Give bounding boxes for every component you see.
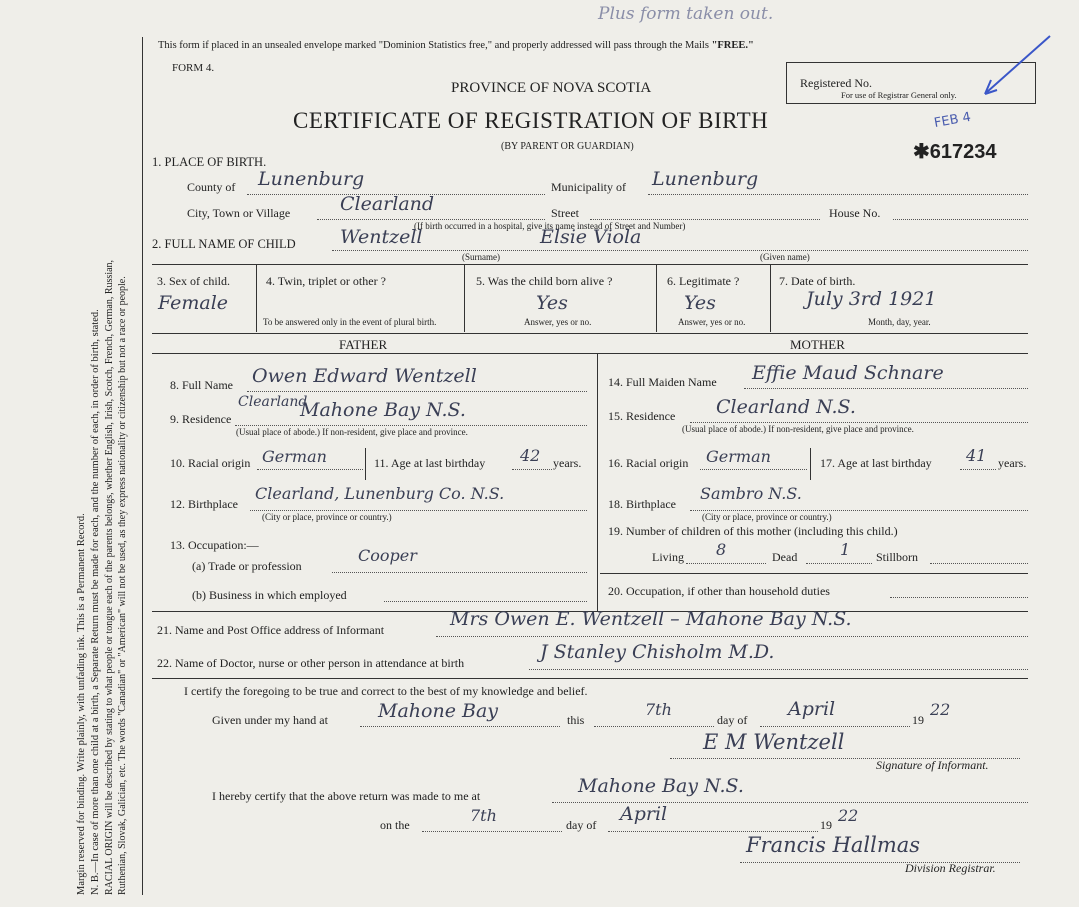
father-age-label: 11. Age at last birthday [374, 456, 486, 470]
father-residence-value: Mahone Bay N.S. [300, 399, 466, 421]
registrar-day-value: 7th [470, 806, 497, 825]
place-of-birth-heading: 1. PLACE OF BIRTH. [152, 155, 267, 169]
mother-age-unit: years. [998, 456, 1027, 470]
twin-note: To be answered only in the event of plural birth. [263, 317, 437, 327]
mother-residence-label: 15. Residence [608, 409, 676, 423]
this-label: this [567, 713, 585, 727]
mother-residence-note: (Usual place of abode.) If non-resident, give place and province. [682, 424, 914, 434]
doctor-value: J Stanley Chisholm M.D. [540, 641, 775, 663]
trade-label: (a) Trade or profession [192, 559, 302, 573]
children-label: 19. Number of children of this mother (including this child.) [608, 524, 898, 538]
certificate-subtitle: (BY PARENT OR GUARDIAN) [501, 141, 634, 152]
street-note: (If birth occurred in a hospital, give its name instead of Street and Number) [414, 221, 686, 231]
certify-text: I certify the foregoing to be true and correct to the best of my knowledge and belief. [184, 684, 588, 698]
twin-label: 4. Twin, triplet or other ? [266, 274, 386, 288]
dob-note: Month, day, year. [868, 317, 931, 327]
municipality-value: Lunenburg [652, 168, 759, 190]
alive-label: 5. Was the child born alive ? [476, 274, 613, 288]
given-under-label: Given under my hand at [212, 713, 328, 727]
child-name-label: 2. FULL NAME OF CHILD [152, 237, 296, 251]
dob-value: July 3rd 1921 [806, 288, 937, 310]
registrar-year-value: 22 [838, 806, 859, 825]
alive-value: Yes [536, 292, 568, 314]
sex-label: 3. Sex of child. [157, 274, 230, 288]
informant-signature-label: Signature of Informant. [876, 758, 989, 772]
registrar-year-prefix: 19 [820, 818, 832, 832]
mother-age-value: 41 [966, 446, 987, 465]
sex-value: Female [158, 292, 229, 314]
registered-number-label: Registered No. [800, 76, 872, 90]
dead-value: 1 [840, 540, 851, 559]
city-label: City, Town or Village [187, 206, 291, 220]
legitimate-label: 6. Legitimate ? [667, 274, 740, 288]
father-age-value: 42 [520, 446, 541, 465]
father-heading: FATHER [339, 337, 388, 352]
mother-racial-label: 16. Racial origin [608, 456, 689, 470]
surname-label: (Surname) [462, 252, 500, 262]
living-label: Living [652, 550, 684, 564]
certify-day-value: 7th [645, 700, 672, 719]
form-number: FORM 4. [172, 62, 215, 74]
margin-note-2: N. B.—In case of more than one child at a birth, a Separate Return must be made for each, and the number of each, in order of birth, stated. [90, 309, 101, 895]
county-value: Lunenburg [258, 168, 365, 190]
father-birthplace-value: Clearland, Lunenburg Co. N.S. [255, 484, 505, 503]
child-surname-value: Wentzell [340, 226, 423, 248]
county-label: County of [187, 180, 236, 194]
top-handwritten-note: Plus form taken out. [598, 4, 774, 24]
pen-mark-icon [975, 34, 1055, 104]
certify-year-prefix: 19 [912, 713, 924, 727]
alive-note: Answer, yes or no. [524, 317, 592, 327]
mother-birthplace-value: Sambro N.S. [700, 484, 802, 503]
living-value: 8 [716, 540, 727, 559]
mother-occupation-label: 20. Occupation, if other than household duties [608, 584, 830, 598]
serial-number: ✱617234 [913, 141, 997, 163]
father-residence-note: (Usual place of abode.) If non-resident, give place and province. [236, 427, 468, 437]
father-birthplace-note: (City or place, province or country.) [262, 512, 392, 522]
certify-day-label: day of [717, 713, 748, 727]
mother-birthplace-note: (City or place, province or country.) [702, 512, 832, 522]
informant-signature: E M Wentzell [703, 730, 845, 754]
mother-name-label: 14. Full Maiden Name [608, 375, 717, 389]
informant-label: 21. Name and Post Office address of Informant [157, 623, 385, 637]
registrar-on-label: on the [380, 818, 410, 832]
registrar-signature-label: Division Registrar. [905, 861, 996, 875]
margin-note-1: Margin reserved for binding. Write plainly, with unfading ink. This is a Permanent Record. [76, 513, 87, 895]
given-name-label: (Given name) [760, 252, 810, 262]
mother-name-value: Effie Maud Schnare [752, 362, 944, 384]
father-residence-label: 9. Residence [170, 412, 232, 426]
registered-number-note: For use of Registrar General only. [841, 90, 957, 100]
father-racial-label: 10. Racial origin [170, 456, 251, 470]
house-label: House No. [829, 206, 881, 220]
province-heading: PROVINCE OF NOVA SCOTIA [451, 80, 652, 96]
margin-note-4: Ruthenian, Slovak, Galician, etc. The words "Canadian" or "American" will not be used, as they express nationality or citizenship but not a race or people. [117, 276, 128, 895]
father-occupation-label: 13. Occupation:— [170, 538, 259, 552]
margin-note-3: RACIAL ORIGIN will be described by stating to what people or tongue each of the parents belongs, whether English, Irish, Scotch, French, German, Russian, [104, 259, 115, 895]
registrar-month-value: April [620, 803, 668, 825]
mother-racial-value: German [706, 447, 771, 466]
trade-value: Cooper [358, 546, 417, 565]
mail-notice: This form if placed in an unsealed envelope marked "Dominion Statistics free," and properly addressed will pass through the Mails "FREE." [158, 40, 754, 51]
legitimate-value: Yes [684, 292, 716, 314]
child-given-value: Elsie Viola [540, 226, 642, 248]
business-label: (b) Business in which employed [192, 588, 347, 602]
mother-birthplace-label: 18. Birthplace [608, 497, 676, 511]
dob-label: 7. Date of birth. [779, 274, 856, 288]
city-value: Clearland [340, 193, 435, 215]
municipality-label: Municipality of [551, 180, 626, 194]
mother-heading: MOTHER [790, 337, 845, 352]
certify-month-value: April [788, 698, 836, 720]
father-age-unit: years. [553, 456, 582, 470]
certify-year-value: 22 [930, 700, 951, 719]
frame-left [142, 37, 143, 895]
father-name-value: Owen Edward Wentzell [252, 365, 477, 387]
mother-age-label: 17. Age at last birthday [820, 456, 932, 470]
registrar-place-value: Mahone Bay N.S. [578, 775, 744, 797]
registrar-signature: Francis Hallmas [746, 833, 921, 857]
street-label: Street [551, 206, 579, 220]
mother-residence-value: Clearland N.S. [716, 396, 856, 418]
stamp: FEB 4 [932, 109, 973, 132]
registrar-day-label: day of [566, 818, 597, 832]
father-name-label: 8. Full Name [170, 378, 233, 392]
legitimate-note: Answer, yes or no. [678, 317, 746, 327]
stillborn-label: Stillborn [876, 550, 919, 564]
dead-label: Dead [772, 550, 798, 564]
father-racial-value: German [262, 447, 327, 466]
certificate-title: CERTIFICATE OF REGISTRATION OF BIRTH [293, 108, 769, 133]
registrar-text: I hereby certify that the above return was made to me at [212, 789, 481, 803]
doctor-label: 22. Name of Doctor, nurse or other person in attendance at birth [157, 656, 465, 670]
father-residence-above: Clearland [238, 394, 308, 410]
informant-value: Mrs Owen E. Wentzell – Mahone Bay N.S. [450, 608, 852, 630]
given-place-value: Mahone Bay [378, 700, 499, 722]
father-birthplace-label: 12. Birthplace [170, 497, 238, 511]
